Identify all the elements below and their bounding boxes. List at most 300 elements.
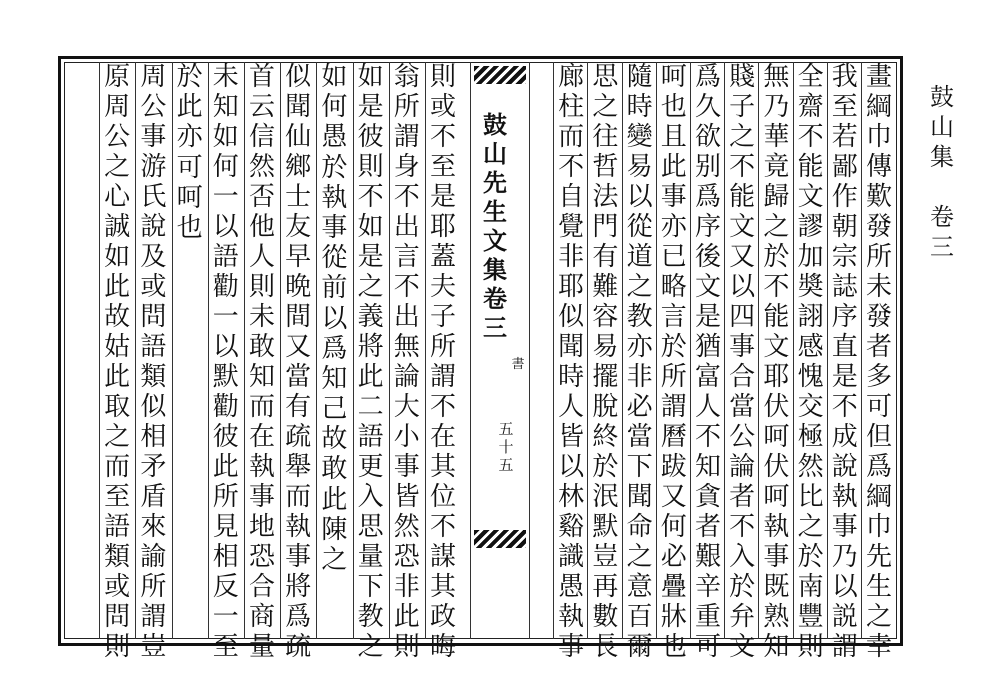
page-number-char: 十	[498, 438, 514, 456]
text-char: 且	[660, 122, 687, 152]
text-char: 以	[558, 452, 585, 482]
text-char: 道	[626, 242, 653, 272]
text-char: 歸	[763, 182, 790, 212]
center-title	[478, 110, 512, 342]
text-char: 於	[763, 242, 790, 272]
text-char: 至	[212, 632, 239, 662]
text-char: 豈	[592, 542, 619, 572]
text-char: 乃	[831, 542, 858, 572]
text-char: 盾	[140, 482, 167, 512]
text-char: 舉	[285, 452, 312, 482]
text-char: 伏	[763, 452, 790, 482]
text-char: 公	[104, 122, 131, 152]
text-char: 再	[592, 572, 619, 602]
text-char: 有	[285, 392, 312, 422]
text-char: 敢	[321, 454, 348, 485]
text-char: 語	[357, 422, 384, 452]
text-char: 發	[865, 302, 892, 332]
text-char: 呵	[763, 482, 790, 512]
text-char: 周	[140, 62, 167, 92]
text-char: 則	[797, 632, 824, 662]
text-char: 如	[357, 62, 384, 92]
text-char: 比	[797, 482, 824, 512]
text-char: 心	[104, 182, 131, 212]
text-char: 言	[393, 242, 420, 272]
text-char: 綱	[865, 482, 892, 512]
text-char: 以	[729, 272, 756, 302]
text-char: 入	[729, 542, 756, 572]
running-head-char: 山	[930, 113, 954, 141]
text-char: 巾	[865, 512, 892, 542]
text-char: 知	[763, 632, 790, 662]
text-char: 地	[248, 512, 275, 542]
text-char: 語	[212, 242, 239, 272]
text-char: 當	[626, 422, 653, 452]
text-char: 恐	[393, 542, 420, 572]
text-char: 身	[393, 152, 420, 182]
text-char: 信	[248, 122, 275, 152]
text-char: 事	[393, 452, 420, 482]
text-char: 教	[357, 602, 384, 632]
text-column	[281, 62, 315, 662]
text-char: 發	[865, 212, 892, 242]
text-column	[588, 62, 622, 662]
text-char: 謂	[429, 362, 456, 392]
text-char: 文	[694, 272, 721, 302]
text-char: 取	[104, 392, 131, 422]
text-column	[426, 62, 460, 662]
text-char: 執	[831, 482, 858, 512]
text-char: 聞	[285, 92, 312, 122]
text-char: 之	[729, 122, 756, 152]
text-char: 思	[357, 512, 384, 542]
text-char: 又	[729, 242, 756, 272]
text-char: 識	[558, 542, 585, 572]
text-char: 子	[429, 302, 456, 332]
text-char: 論	[393, 362, 420, 392]
text-char: 至	[429, 152, 456, 182]
text-char: 不	[558, 152, 585, 182]
text-char: 此	[104, 362, 131, 392]
text-char: 爲	[694, 62, 721, 92]
column-rule	[316, 62, 317, 639]
text-char: 後	[694, 242, 721, 272]
text-char: 論	[729, 452, 756, 482]
text-char: 事	[248, 482, 275, 512]
text-char: 呵	[660, 62, 687, 92]
text-char: 别	[694, 152, 721, 182]
text-char: 問	[104, 602, 131, 632]
text-char: 之	[626, 542, 653, 572]
text-char: 謂	[140, 602, 167, 632]
column-rule	[353, 62, 354, 639]
text-char: 而	[558, 122, 585, 152]
text-char: 之	[626, 272, 653, 302]
text-char: 而	[248, 392, 275, 422]
text-char: 亦	[626, 332, 653, 362]
text-char: 重	[694, 602, 721, 632]
text-char: 從	[626, 212, 653, 242]
text-char: 熟	[763, 602, 790, 632]
text-char: 公	[140, 92, 167, 122]
text-char: 命	[626, 512, 653, 542]
text-char: 呵	[763, 422, 790, 452]
text-char: 既	[763, 572, 790, 602]
center-title-char: 先	[483, 168, 507, 197]
text-char: 量	[248, 632, 275, 662]
text-char: 誌	[831, 272, 858, 302]
text-char: 人	[248, 242, 275, 272]
text-char: 或	[104, 572, 131, 602]
text-char: 易	[592, 332, 619, 362]
text-char: 皆	[558, 422, 585, 452]
text-char: 說	[140, 212, 167, 242]
text-char: 事	[285, 542, 312, 572]
text-char: 合	[729, 362, 756, 392]
text-char: 愚	[558, 572, 585, 602]
text-char: 辛	[694, 572, 721, 602]
text-char: 曆	[660, 422, 687, 452]
text-char: 以	[626, 182, 653, 212]
text-char: 是	[429, 182, 456, 212]
text-char: 默	[212, 362, 239, 392]
text-char: 執	[321, 182, 348, 213]
text-char: 泯	[592, 482, 619, 512]
text-char: 類	[104, 542, 131, 572]
text-char: 序	[831, 302, 858, 332]
text-char: 下	[357, 572, 384, 602]
text-char: 事	[729, 332, 756, 362]
text-char: 知	[248, 362, 275, 392]
text-char: 柱	[558, 92, 585, 122]
text-char: 相	[212, 542, 239, 572]
text-char: 也	[660, 92, 687, 122]
text-char: 量	[357, 542, 384, 572]
text-char: 所	[429, 332, 456, 362]
text-char: 可	[865, 392, 892, 422]
text-char: 不	[429, 392, 456, 422]
text-char: 然	[393, 512, 420, 542]
center-title-char: 鼓	[483, 110, 507, 139]
text-char: 不	[393, 182, 420, 212]
text-char: 人	[694, 392, 721, 422]
text-char: 執	[558, 602, 585, 632]
text-char: 游	[140, 152, 167, 182]
text-char: 哲	[592, 152, 619, 182]
text-char: 必	[660, 542, 687, 572]
text-char: 出	[393, 302, 420, 332]
text-char: 牀	[660, 602, 687, 632]
text-char: 反	[212, 572, 239, 602]
text-char: 仙	[285, 122, 312, 152]
text-char: 交	[797, 392, 824, 422]
text-char: 早	[285, 242, 312, 272]
text-char: 政	[429, 602, 456, 632]
text-char: 合	[248, 572, 275, 602]
text-char: 矛	[140, 452, 167, 482]
text-column	[100, 62, 134, 662]
text-char: 不	[429, 512, 456, 542]
center-title-char: 生	[483, 197, 507, 226]
center-title-char: 三	[483, 313, 507, 342]
text-char: 覺	[558, 212, 585, 242]
text-column	[136, 62, 170, 662]
text-char: 非	[393, 572, 420, 602]
text-char: 疊	[660, 572, 687, 602]
text-char: 此	[357, 362, 384, 392]
text-char: 文	[729, 212, 756, 242]
lower-fishtail-ornament	[474, 530, 526, 548]
text-char: 文	[729, 632, 756, 662]
text-char: 數	[592, 602, 619, 632]
text-char: 爲	[865, 452, 892, 482]
text-char: 執	[285, 512, 312, 542]
text-char: 諭	[140, 542, 167, 572]
text-char: 加	[797, 242, 824, 272]
text-char: 而	[104, 452, 131, 482]
text-char: 不	[729, 512, 756, 542]
text-column	[691, 62, 725, 662]
text-column	[554, 62, 588, 662]
text-char: 似	[140, 392, 167, 422]
text-char: 事	[140, 122, 167, 152]
text-char: 似	[285, 62, 312, 92]
column-rule	[244, 62, 245, 639]
text-char: 勸	[212, 272, 239, 302]
column-rule	[99, 62, 100, 639]
text-char: 如	[104, 242, 131, 272]
text-char: 則	[104, 632, 131, 662]
text-char: 語	[104, 512, 131, 542]
text-char: 也	[660, 632, 687, 662]
text-char: 謬	[797, 212, 824, 242]
text-column	[725, 62, 759, 662]
text-char: 敢	[248, 332, 275, 362]
text-char: 或	[429, 92, 456, 122]
text-char: 語	[140, 332, 167, 362]
text-char: 不	[694, 422, 721, 452]
text-char: 何	[212, 152, 239, 182]
text-char: 非	[626, 362, 653, 392]
text-char: 事	[831, 512, 858, 542]
text-char: 直	[831, 332, 858, 362]
text-char: 間	[285, 302, 312, 332]
text-char: 其	[429, 572, 456, 602]
text-char: 可	[176, 152, 203, 183]
text-char: 長	[592, 632, 619, 662]
running-head-char: 卷	[930, 203, 954, 231]
text-column	[245, 62, 279, 662]
text-char: 可	[694, 632, 721, 662]
text-char: 宗	[831, 242, 858, 272]
text-char: 極	[797, 422, 824, 452]
text-char: 謂	[660, 392, 687, 422]
text-char: 恐	[248, 542, 275, 572]
text-char: 不	[357, 182, 384, 212]
text-char: 其	[429, 452, 456, 482]
text-char: 所	[212, 482, 239, 512]
column-rule	[280, 62, 281, 639]
text-char: 難	[592, 272, 619, 302]
text-column	[209, 62, 243, 662]
text-char: 思	[592, 62, 619, 92]
text-char: 從	[321, 243, 348, 274]
center-title-char: 山	[483, 139, 507, 168]
text-char: 執	[248, 452, 275, 482]
text-char: 能	[729, 182, 756, 212]
text-char: 容	[592, 302, 619, 332]
text-char: 云	[248, 92, 275, 122]
text-char: 巾	[865, 122, 892, 152]
text-char: 傳	[865, 152, 892, 182]
text-column	[354, 62, 388, 662]
text-char: 華	[763, 122, 790, 152]
text-char: 意	[626, 572, 653, 602]
text-char: 此	[660, 152, 687, 182]
text-char: 當	[285, 362, 312, 392]
text-char: 文	[763, 332, 790, 362]
text-char: 彼	[357, 122, 384, 152]
text-char: 疏	[285, 422, 312, 452]
text-char: 略	[660, 272, 687, 302]
text-char: 富	[694, 362, 721, 392]
text-char: 子	[729, 92, 756, 122]
text-char: 事	[558, 632, 585, 662]
text-char: 者	[694, 512, 721, 542]
text-char: 是	[357, 92, 384, 122]
text-char: 畫	[865, 62, 892, 92]
text-char: 脫	[592, 392, 619, 422]
text-char: 生	[865, 572, 892, 602]
text-char: 周	[104, 92, 131, 122]
running-head	[925, 82, 959, 262]
text-char: 法	[592, 182, 619, 212]
text-char: 之	[357, 272, 384, 302]
text-char: 久	[694, 92, 721, 122]
text-char: 不	[429, 122, 456, 152]
text-char: 綱	[865, 92, 892, 122]
text-char: 謀	[429, 542, 456, 572]
text-char: 已	[660, 242, 687, 272]
text-char: 耶	[429, 212, 456, 242]
text-char: 首	[248, 62, 275, 92]
text-char: 不	[393, 272, 420, 302]
text-char: 愚	[321, 122, 348, 153]
text-char: 翁	[393, 62, 420, 92]
text-char: 聞	[558, 332, 585, 362]
text-char: 故	[104, 302, 131, 332]
text-char: 變	[626, 122, 653, 152]
text-char: 亦	[660, 212, 687, 242]
text-char: 爲	[285, 602, 312, 632]
text-char: 一	[212, 182, 239, 212]
text-column	[173, 62, 207, 639]
text-char: 前	[321, 273, 348, 304]
text-char: 皆	[393, 482, 420, 512]
text-char: 陳	[321, 514, 348, 545]
text-char: 林	[558, 482, 585, 512]
text-char: 事	[321, 212, 348, 243]
text-char: 默	[592, 512, 619, 542]
text-char: 未	[248, 302, 275, 332]
text-char: 爾	[626, 632, 653, 662]
text-char: 類	[140, 362, 167, 392]
text-char: 以	[212, 332, 239, 362]
text-char: 四	[729, 302, 756, 332]
text-char: 欲	[694, 122, 721, 152]
text-char: 易	[626, 152, 653, 182]
text-char: 貪	[694, 482, 721, 512]
text-char: 至	[104, 482, 131, 512]
text-column	[759, 62, 793, 662]
text-char: 不	[729, 152, 756, 182]
text-char: 於	[176, 62, 203, 92]
text-char: 非	[558, 242, 585, 272]
text-char: 以	[831, 572, 858, 602]
text-char: 此	[212, 452, 239, 482]
text-char: 問	[140, 302, 167, 332]
text-char: 未	[212, 62, 239, 92]
text-char: 事	[660, 182, 687, 212]
text-char: 此	[104, 272, 131, 302]
text-char: 之	[763, 212, 790, 242]
center-title-char: 集	[483, 255, 507, 284]
text-char: 則	[357, 152, 384, 182]
text-column	[794, 62, 828, 662]
text-char: 在	[429, 422, 456, 452]
text-char: 終	[592, 422, 619, 452]
column-rule	[135, 62, 136, 639]
text-char: 大	[393, 392, 420, 422]
text-char: 所	[660, 362, 687, 392]
text-char: 知	[212, 92, 239, 122]
column-rule	[172, 62, 173, 639]
text-char: 而	[285, 482, 312, 512]
text-char: 勸	[212, 392, 239, 422]
text-char: 廊	[558, 62, 585, 92]
text-char: 谿	[558, 512, 585, 542]
text-char: 則	[248, 272, 275, 302]
text-char: 竟	[763, 152, 790, 182]
text-char: 似	[558, 302, 585, 332]
text-char: 者	[729, 482, 756, 512]
text-char: 之	[321, 545, 348, 575]
text-char: 故	[321, 424, 348, 455]
text-char: 之	[104, 152, 131, 182]
text-char: 事	[763, 542, 790, 572]
text-char: 也	[176, 212, 203, 243]
text-char: 見	[212, 512, 239, 542]
text-char: 必	[626, 392, 653, 422]
text-char: 感	[797, 332, 824, 362]
text-char: 百	[626, 602, 653, 632]
text-char: 無	[763, 62, 790, 92]
text-char: 商	[248, 602, 275, 632]
text-char: 相	[140, 422, 167, 452]
text-char: 幸	[865, 632, 892, 662]
text-char: 義	[357, 302, 384, 332]
text-char: 往	[592, 122, 619, 152]
text-char: 序	[694, 212, 721, 242]
text-char: 爲	[694, 182, 721, 212]
text-char: 更	[357, 452, 384, 482]
center-title-char: 文	[483, 226, 507, 255]
text-char: 己	[321, 394, 348, 425]
text-char: 朝	[831, 212, 858, 242]
column-rule	[389, 62, 390, 639]
text-char: 然	[248, 152, 275, 182]
text-char: 之	[104, 422, 131, 452]
